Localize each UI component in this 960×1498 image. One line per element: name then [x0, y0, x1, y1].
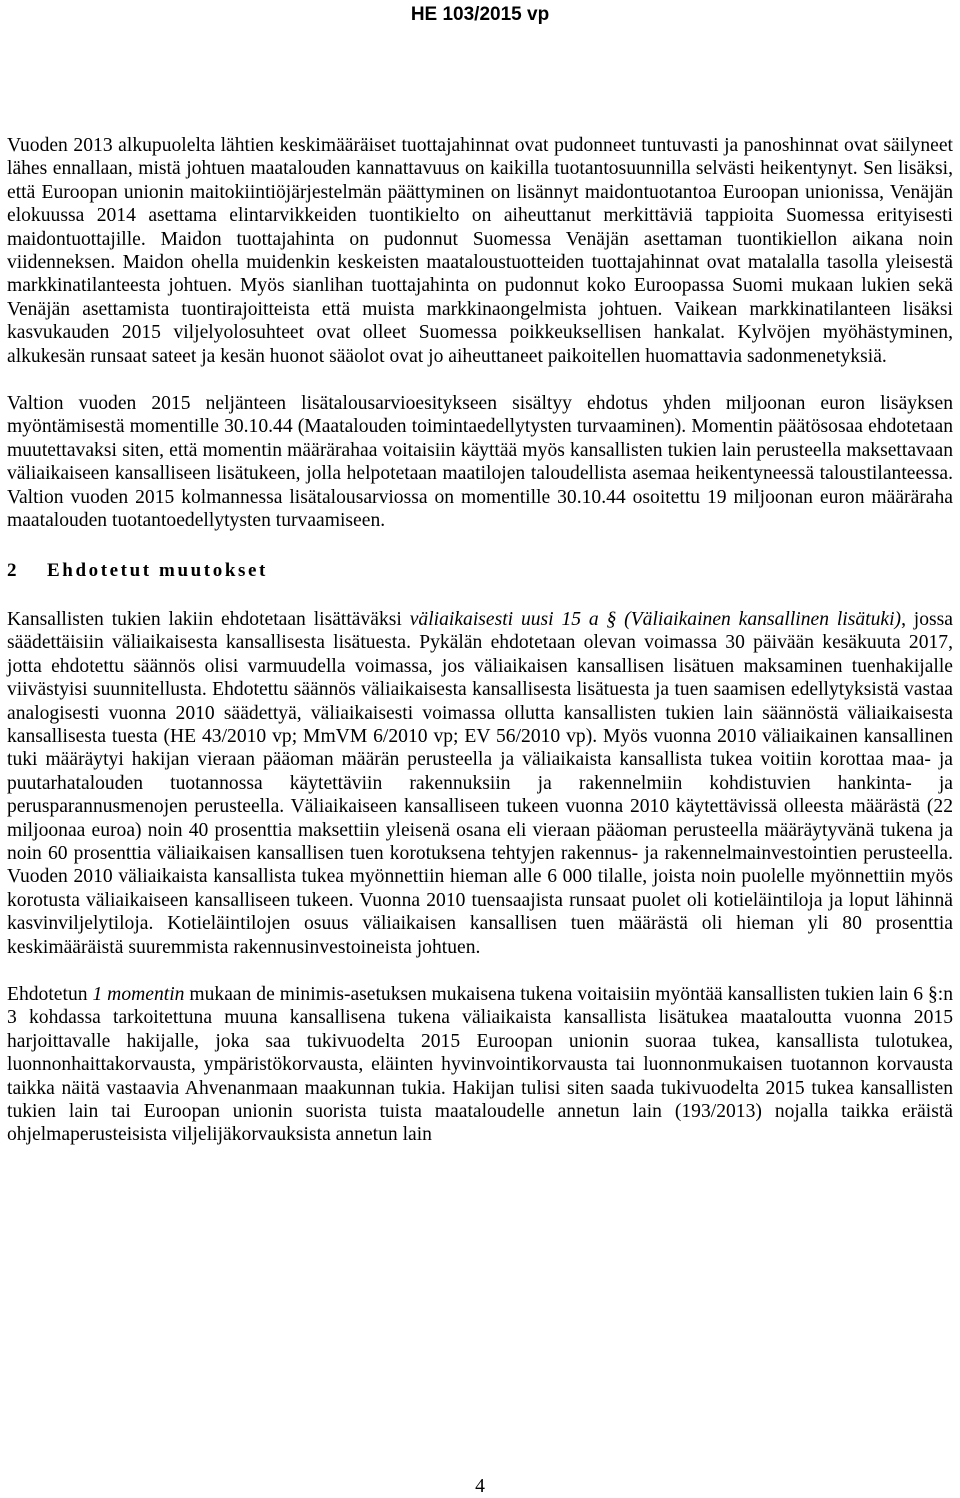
paragraph-text: Ehdotetun	[7, 984, 93, 1005]
paragraph-supplementary-budget: Valtion vuoden 2015 neljänteen lisätalousarvioesitykseen sisältyy ehdotus yhden miljoonan euron lisäyksen myöntämisestä momentille 30.10.44 (Maatalouden toimintaedellytysten turvaaminen). Momentin päätösosaa ehdotetaan muutettavaksi siten, että momentin määrärahaa voitaisiin käyttää myös kansallisten tukien lain perusteella maksettavaan väliaikaiseen kansalliseen lisätukeen, jolla helpotetaan maatilojen taloudellista asemaa heikentyneessä taloustilanteessa. Valtion vuoden 2015 kolmannessa lisätalousarviossa on momentille 30.10.44 osoitettu 19 miljoonan euron määräraha maatalouden tuotantoedellytysten turvaamiseen.	[7, 393, 953, 532]
paragraph-text: , jossa säädettäisiin väliaikaisesta kansallisesta lisätuesta. Pykälän ehdotetaan olevan voimassa 30 päivään kesäkuuta 2017, jotta ehdotettu säännös olisi varmuudella voimassa, jos väliaikaisen kansallisen lisätuen maksaminen tuenhakijalle viivästyisi suunnitellusta. Ehdotettu säännös väliaikaisesta kansallisesta lisätuesta ja tuen saamisen edellytyksistä vastaa analogisesti vuonna 2010 säädettyä, väliaikaisesti voimassa ollutta kansallisten tukien lain säännöstä väliaikaisesta kansallisesta tuesta (HE 43/2010 vp; MmVM 6/2010 vp; EV 56/2010 vp). Myös vuonna 2010 väliaikainen kansallinen tuki määräytyi hakijan vieraan pääoman määrän perusteella ja väliaikaista kansallista tukea voitiin korottaa maa- ja puutarhatalouden tuotannossa käytettäviin rakennuksiin ja rakennelmiin kohdistuvien hankinta- ja perusparannusmenojen perusteella. Väliaikaiseen kansalliseen tukeen vuonna 2010 käytettävissä olleesta määrästä (22 miljoonaa euroa) noin 40 prosenttia maksettiin yleisenä osana eli vieraan pääoman perusteella määräytyvänä tukena ja noin 60 prosenttia väliaikaisen kansallisen tuen korotuksena tehtyjen rakennus- ja rakennelmainvestointien perusteella. Vuoden 2010 väliaikaista kansallista tukea myönnettiin hieman alle 6 000 tilalle, joista noin puolelle myönnettiin myös korotusta väliaikaiseen kansalliseen tukeen. Vuonna 2010 tuensaajista runsaat puolet oli kotieläintiloja ja loput lähinnä kasvinviljelytiloja. Kotieläintilojen osuus väliaikaisen kansallisen tuen määrästä oli hieman yli 80 prosenttia keskimääräistä suuremmista rakennusinvestoineista johtuen.	[7, 608, 953, 958]
section-heading	[7, 559, 953, 582]
section-number: 2	[7, 559, 17, 581]
document-body	[7, 134, 953, 1147]
paragraph-market-situation: Vuoden 2013 alkupuolelta lähtien keskimääräiset tuottajahinnat ovat pudonneet tuntuvasti ja panoshinnat ovat säilyneet lähes ennallaan, mistä johtuen maatalouden kannattavuus on kaikilla tuotantosuunnilla selvästi heikentynyt. Sen lisäksi, että Euroopan unionin maitokiintiöjärjestelmän päättyminen on lisännyt maidontuotantoa Euroopan unionissa, Venäjän elokuussa 2014 asettama elintarvikkeiden tuontikielto on aiheuttanut merkittäviä tappioita Suomessa erityisesti maidontuottajille. Maidon tuottajahinta on pudonnut Suomessa Venäjän asettaman tuontikiellon aikana noin viidenneksen. Maidon ohella muidenkin keskeisten maataloustuotteiden tuottajahinnat ovat matalalla tasolla yleisestä markkinatilanteesta johtuen. Myös sianlihan tuottajahinta on pudonnut koko Euroopassa Suomi mukaan lukien sekä Venäjän asettamista tuontirajoitteista että muista markkinaongelmista johtuen. Vaikean markkinatilanteen lisäksi kasvukauden 2015 viljelyolosuhteet ovat olleet Suomessa poikkeuksellisen hankalat. Kylvöjen myöhästyminen, alkukesän runsaat sateet ja kesän huonot sääolot ovat jo aiheuttaneet paikoitellen huomattavia sadonmenetyksiä.	[7, 135, 953, 367]
page-number: 4	[475, 1476, 485, 1497]
paragraph-text: mukaan de minimis-asetuksen mukaisena tukena voitaisiin myöntää kansallisten tukien lain 6 §:n 3 kohdassa tarkoitettuna muuna kansallisena tukena väliaikaista kansallista lisätukea maataloutta vuonna 2015 harjoittavalle hakijalle, joka saa tukivuodelta 2015 Euroopan unionin suoraa tukea, kansallista tulotukea, luonnonhaittakorvausta, ympäristökorvausta, eläinten hyvinvointikorvausta tai luonnonmukaisen tuotannon korvausta taikka näitä vastaavia Ahvenanmaan maakunnan tukia. Hakijan tulisi siten saada tukivuodelta 2015 tukea kansallisten tukien lain tai Euroopan unionin suorista tuista maataloudelle annetun lain (193/2013) nojalla taikka eräistä ohjelmaperusteisista viljelijäkorvauksista annetun lain	[7, 984, 953, 1146]
paragraph-text: Kansallisten tukien lakiin ehdotetaan lisättäväksi	[7, 608, 410, 630]
italic-section-reference: väliaikaisesti uusi 15 a § (Väliaikainen kansallinen lisätuki)	[409, 608, 902, 630]
italic-subsection-reference: 1 momentin	[92, 984, 185, 1005]
paragraph-de-minimis	[7, 983, 953, 1147]
document-header-id: HE 103/2015 vp	[410, 4, 550, 25]
section-title: Ehdotetut muutokset	[47, 559, 268, 581]
paragraph-proposed-changes	[7, 608, 953, 959]
